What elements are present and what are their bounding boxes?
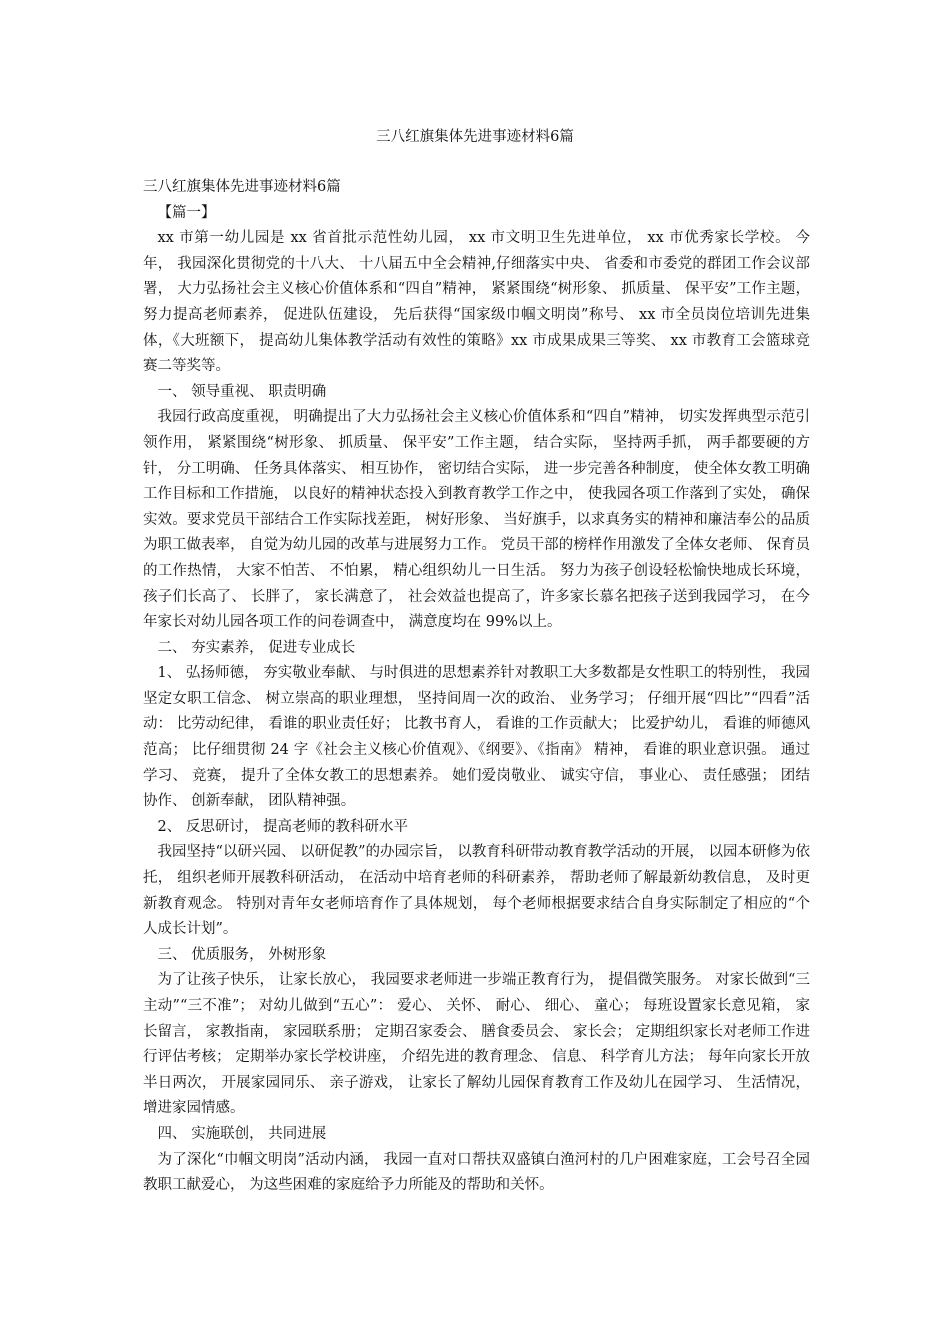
section-heading: 四、 实施联创， 共同进展 [157,1125,327,1142]
paragraph: 为了深化“巾帼文明岗”活动内涵， 我园一直对口帮扶双盛镇白渔河村的几户困难家庭，工会号召全园教职工献爱心， 为这些困难的家庭给予力所能及的帮助和关怀。 [143,1151,810,1194]
paragraph: 我园坚持“以研兴园、 以研促教”的办园宗旨， 以教育科研带动教育教学活动的开展， 以园本研修为依托， 组织老师开展教科研活动， 在活动中培育老师的科研素养， 帮助老师了解最新幼教信息， 及时更新教育观念。 特别对青年女老师培育作了具体规划， 每个老师根据要求结合自身实际制定了相应的“个人成长计划”。 [143,844,810,938]
section-heading: 一、 领导重视、 职责明确 [157,383,327,400]
section-label: 【篇一】 [157,204,216,221]
paragraph: 我园行政高度重视， 明确提出了大力弘扬社会主义核心价值体系和“四自”精神， 切实发挥典型示范引领作用， 紧紧围绕“树形象、 抓质量、 保平安”工作主题， 结合实际， 坚持两手抓， 两手都要硬的方针， 分工明确、 任务具体落实、 相互协作， 密切结合实际， 进一步完善各种制度， 使全体女教工明确工作目标和工作措施， 以良好的精神状态投入到教育教学工作之中， 使我园各项工作落到了实处， 确保实效。要求党员干部结合工作实际找差距， 树好形象、 当好旗手，以求真务实的精神和廉洁奉公的品质为职工做表率， 自觉为幼儿园的改革与进展努力工作。 党员干部的榜样作用激发了全体女老师、 保育员的工作热情， 大家不怕苦、 不怕累， 精心组织幼儿一日生活。 努力为孩子创设轻松愉快地成长环境，孩子们长高了、 长胖了， 家长满意了， 社会效益也提高了，许多家长慕名把孩子送到我园学习， 在今年家长对幼儿园各项工作的问卷调查中， 满意度均在 99%以上。 [143,409,810,631]
document-body [143,175,810,1199]
paragraph: 1、 弘扬师德， 夯实敬业奉献、 与时俱进的思想素养针对教职工大多数都是女性职工的特别性， 我园坚定女职工信念、 树立崇高的职业理想， 坚持间周一次的政治、 业务学习； 仔细开展“四比”“四看”活动： 比劳动纪律， 看谁的职业责任好； 比教书育人， 看谁的工作贡献大； 比爱护幼儿， 看谁的师德风范高； 比仔细贯彻 24 字《社会主义核心价值观》、《纲要》、《指南》 精神， 看谁的职业意识强。 通过学习、 竞赛， 提升了全体女教工的思想素养。 她们爱岗敬业、 诚实守信， 事业心、 责任感强； 团结协作、 创新奉献， 团队精神强。 [143,665,810,810]
section-heading: 三、 优质服务， 外树形象 [157,946,327,963]
document-subtitle: 三八红旗集体先进事迹材料6篇 [143,179,341,195]
paragraph: xx 市第一幼儿园是 xx 省首批示范性幼儿园， xx 市文明卫生先进单位， xx 市优秀家长学校。 今年， 我园深化贯彻党的十八大、 十八届五中全会精神,仔细落实中央、 省委和市委党的群团工作会议部署， 大力弘扬社会主义核心价值体系和“四自”精神， 紧紧围绕“树形象、 抓质量、 保平安”工作主题， 努力提高老师素养， 促进队伍建设， 先后获得“国家级巾帼文明岗”称号、 xx 市全员岗位培训先进集体，《大班额下， 提高幼儿集体教学活动有效性的策略》xx 市成果成果三等奖、 xx 市教育工会篮球竞赛二等奖等。 [143,230,810,375]
paragraph: 为了让孩子快乐， 让家长放心， 我园要求老师进一步端正教育行为， 提倡微笑服务。 对家长做到“三主动”“三不准”； 对幼儿做到“五心”： 爱心、 关怀、 耐心、 细心、 童心； 每班设置家长意见箱， 家长留言， 家教指南， 家园联系册； 定期召家委会、 膳食委员会、 家长会； 定期组织家长对老师工作进行评估考核； 定期举办家长学校讲座， 介绍先进的教育理念、 信息、 科学育儿方法； 每年向家长开放半日两次， 开展家园同乐、 亲子游戏， 让家长了解幼儿园保育教育工作及幼儿在园学习、 生活情况， 增进家园情感。 [143,972,810,1117]
subsection-heading: 2、 反思研讨， 提高老师的教科研水平 [157,818,408,835]
section-heading: 二、 夯实素养， 促进专业成长 [157,639,356,656]
document-title: 三八红旗集体先进事迹材料6篇 [376,129,574,145]
